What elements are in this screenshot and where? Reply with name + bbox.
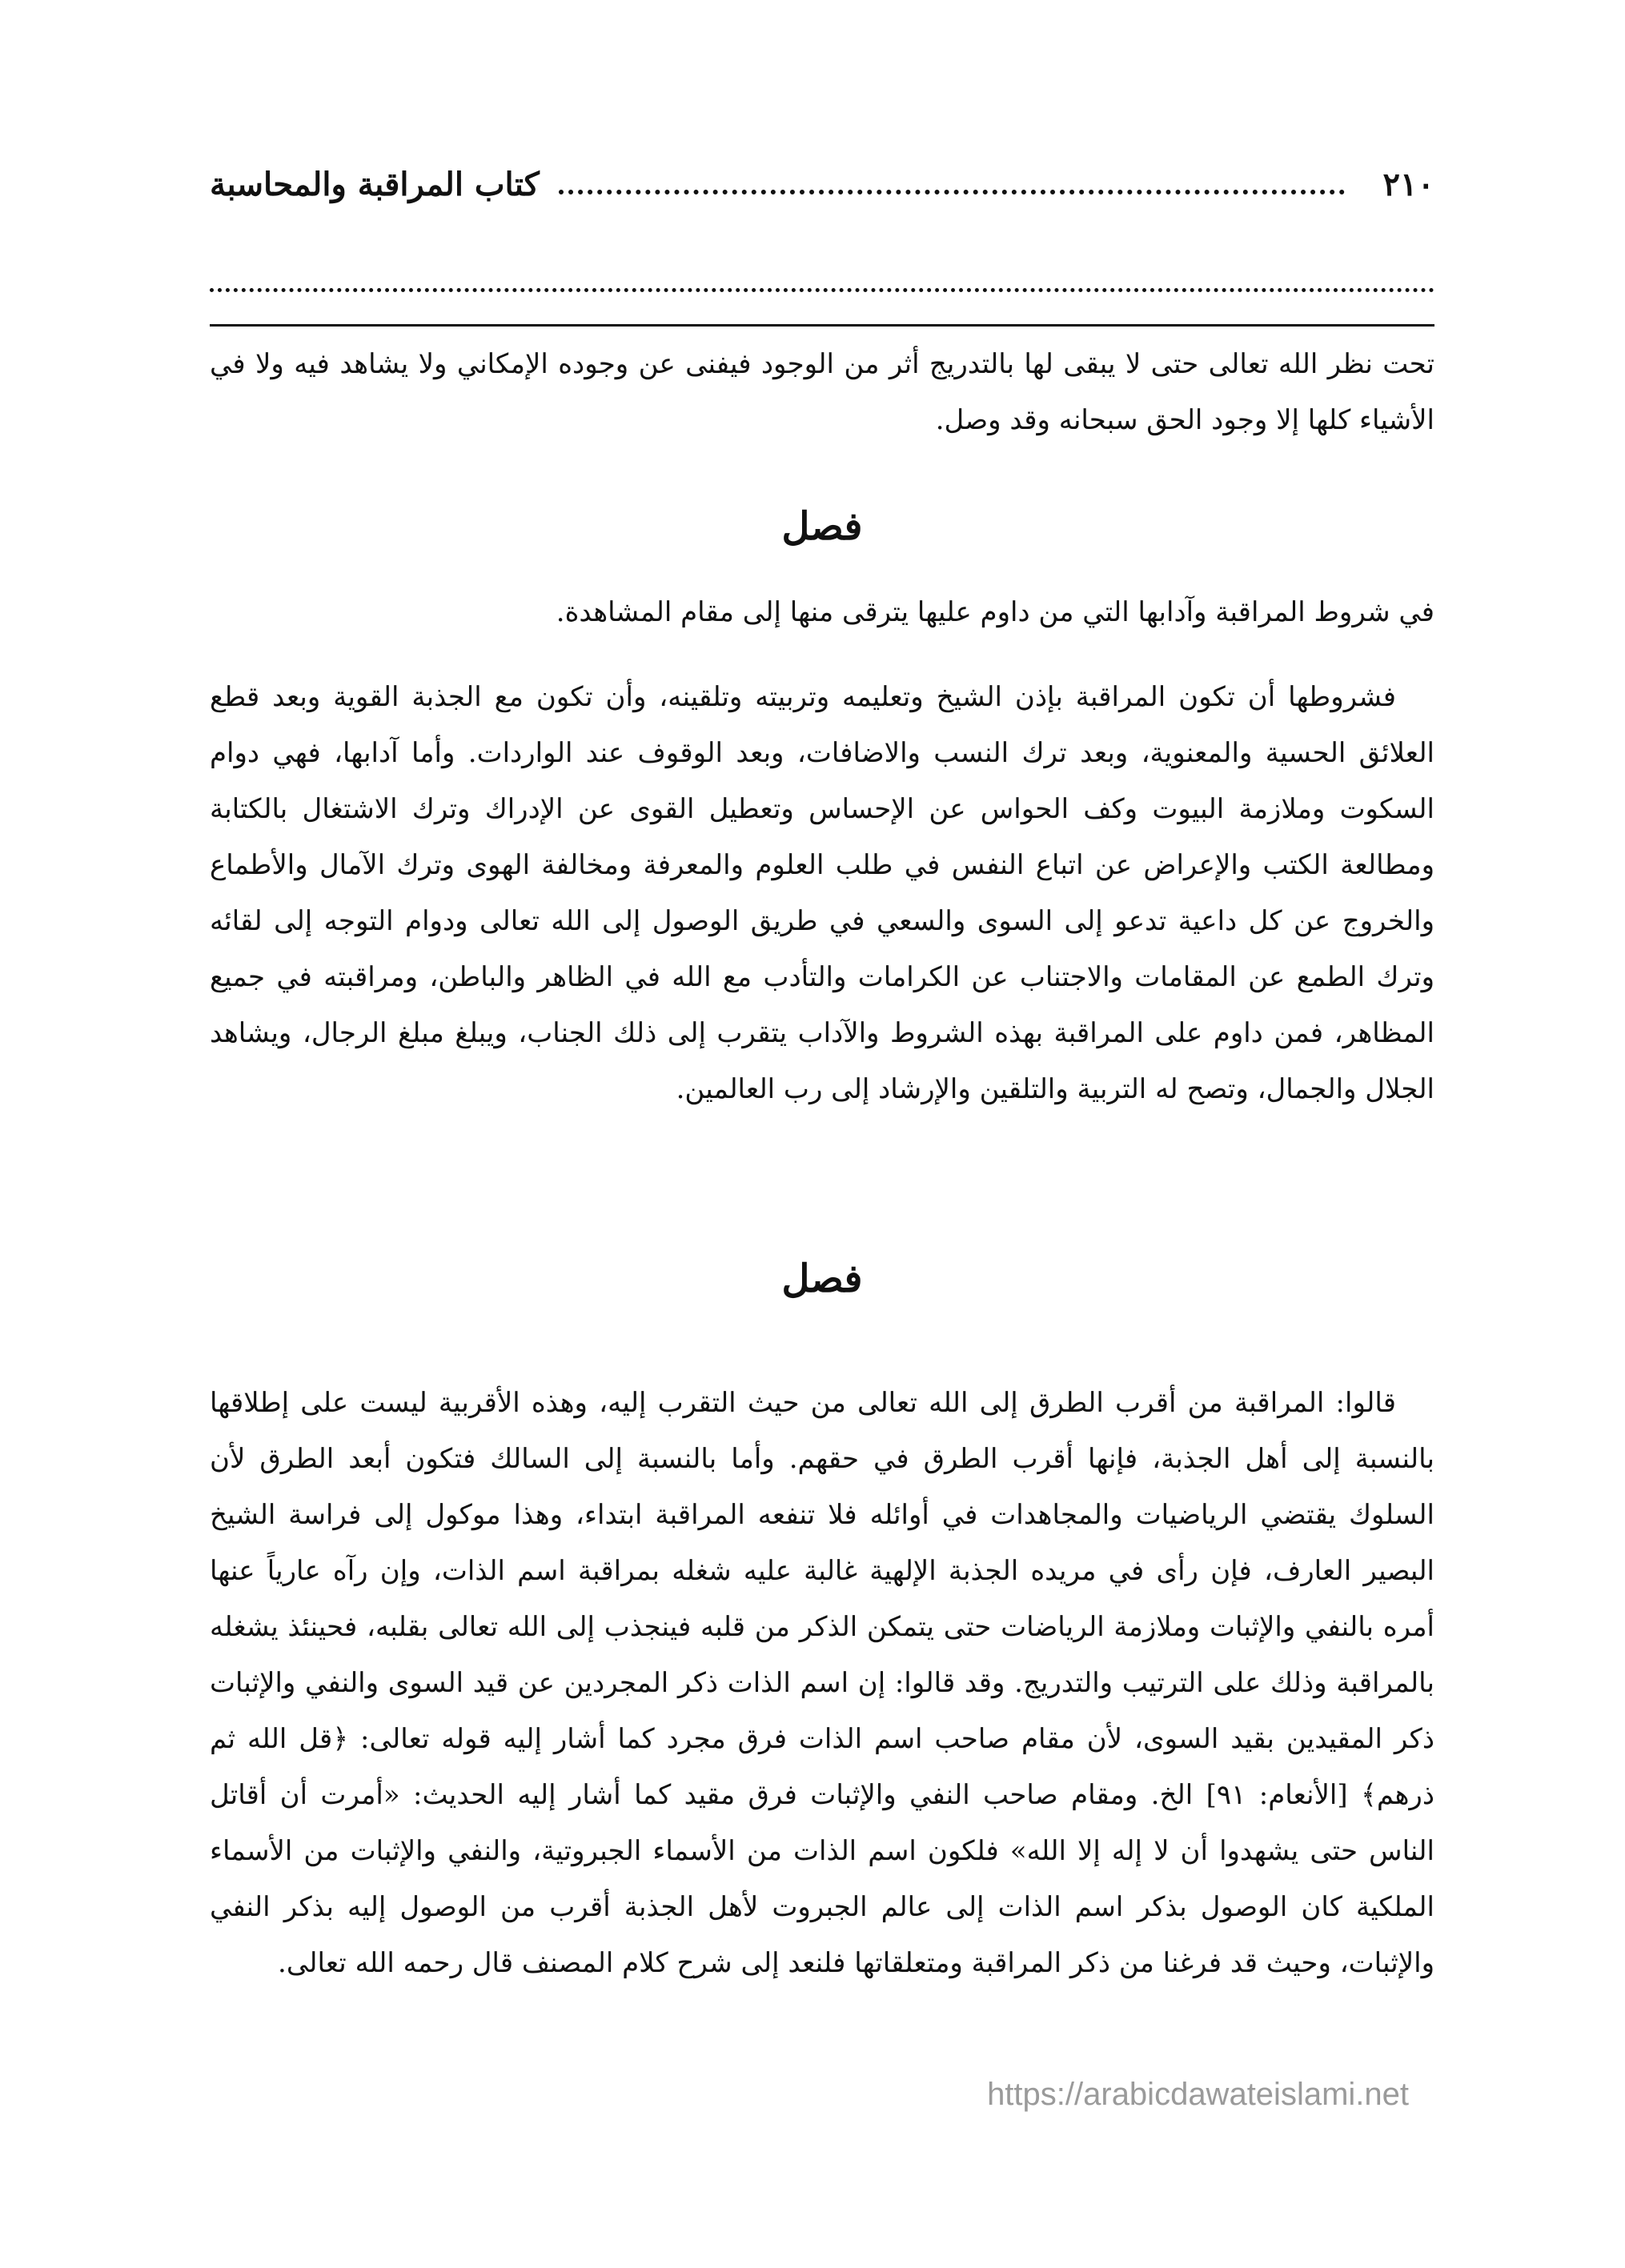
solid-separator bbox=[210, 324, 1434, 327]
intro-block bbox=[210, 336, 1434, 448]
page-number: ٢١٠ bbox=[1382, 165, 1434, 203]
header-dot-leader bbox=[559, 190, 1345, 194]
section-heading-2: فصل bbox=[781, 1256, 863, 1301]
intro-paragraph: تحت نظر الله تعالى حتى لا يبقى لها بالتدريج أثر من الوجود فيفنى عن وجوده الإمكاني ولا يشاهد فيه ولا في الأشياء كلها إلا وجود الحق سبحانه وقد وصل. bbox=[210, 348, 1434, 436]
section1-body: فشروطها أن تكون المراقبة بإذن الشيخ وتعليمه وتربيته وتلقينه، وأن تكون مع الجذبة القوية وبعد قطع العلائق الحسية والمعنوية، وبعد ترك النسب والاضافات، وبعد الوقوف عند الواردات. وأما آدابها، فهي دوام السكوت وملازمة البيوت وكف الحواس عن الإحساس وتعطيل القوى عن الإدراك وترك الاشتغال بالكتابة ومطالعة الكتب والإعراض عن اتباع النفس في طلب العلوم والمعرفة ومخالفة الهوى وترك الآمال والأطماع والخروج عن كل داعية تدعو إلى السوى والسعي في طريق الوصول إلى الله تعالى ودوام التوجه إلى لقائه وترك الطمع عن المقامات والاجتناب عن الكرامات والتأدب مع الله في الظاهر والباطن، ومراقبته في جميع المظاهر، فمن داوم على المراقبة بهذه الشروط والآداب يتقرب إلى ذلك الجناب، ويبلغ مبلغ الرجال، ويشاهد الجلال والجمال، وتصح له التربية والتلقين والإرشاد إلى رب العالمين. bbox=[210, 681, 1434, 1105]
section1-subtitle: في شروط المراقبة وآدابها التي من داوم عليها يترقى منها إلى مقام المشاهدة. bbox=[556, 596, 1434, 628]
running-header bbox=[210, 156, 1434, 212]
section1-body-block bbox=[210, 669, 1434, 1117]
section1-subtitle-block bbox=[210, 584, 1434, 640]
section-heading-1: فصل bbox=[781, 504, 863, 549]
book-title: كتاب المراقبة والمحاسبة bbox=[210, 165, 540, 203]
section2-body: قالوا: المراقبة من أقرب الطرق إلى الله تعالى من حيث التقرب إليه، وهذه الأقربية ليست على إطلاقها بالنسبة إلى أهل الجذبة، فإنها أقرب الطرق في حقهم. وأما بالنسبة إلى السالك فتكون أبعد الطرق لأن السلوك يقتضي الرياضيات والمجاهدات في أوائله فلا تنفعه المراقبة ابتداء، وهذا موكول إلى فراسة الشيخ البصير العارف، فإن رأى في مريده الجذبة الإلهية غالبة عليه شغله بمراقبة اسم الذات، وإن رآه عارياً عنها أمره بالنفي والإثبات وملازمة الرياضات حتى يتمكن الذكر من قلبه فينجذب إلى الله تعالى بقلبه، فحينئذ يشغله بالمراقبة وذلك على الترتيب والتدريج. وقد قالوا: إن اسم الذات ذكر المجردين عن قيد السوى والنفي والإثبات ذكر المقيدين بقيد السوى، لأن مقام صاحب اسم الذات فرق مجرد كما أشار إليه قوله تعالى: ﴿قل الله ثم ذرهم﴾ [الأنعام: ٩١] الخ. ومقام صاحب النفي والإثبات فرق مقيد كما أشار إليه الحديث: «أمرت أن أقاتل الناس حتى يشهدوا أن لا إله إلا الله» فلكون اسم الذات من الأسماء الجبروتية، والنفي والإثبات من الأسماء الملكية كان الوصول بذكر اسم الذات إلى عالم الجبروت لأهل الجذبة أقرب من الوصول إليه بذكر النفي والإثبات، وحيث قد فرغنا من ذكر المراقبة ومتعلقاتها فلنعد إلى شرح كلام المصنف قال رحمه الله تعالى. bbox=[210, 1387, 1434, 1979]
dotted-separator bbox=[210, 288, 1434, 292]
site-watermark: https://arabicdawateislami.net bbox=[987, 2077, 1409, 2112]
section2-body-block bbox=[210, 1375, 1434, 1991]
